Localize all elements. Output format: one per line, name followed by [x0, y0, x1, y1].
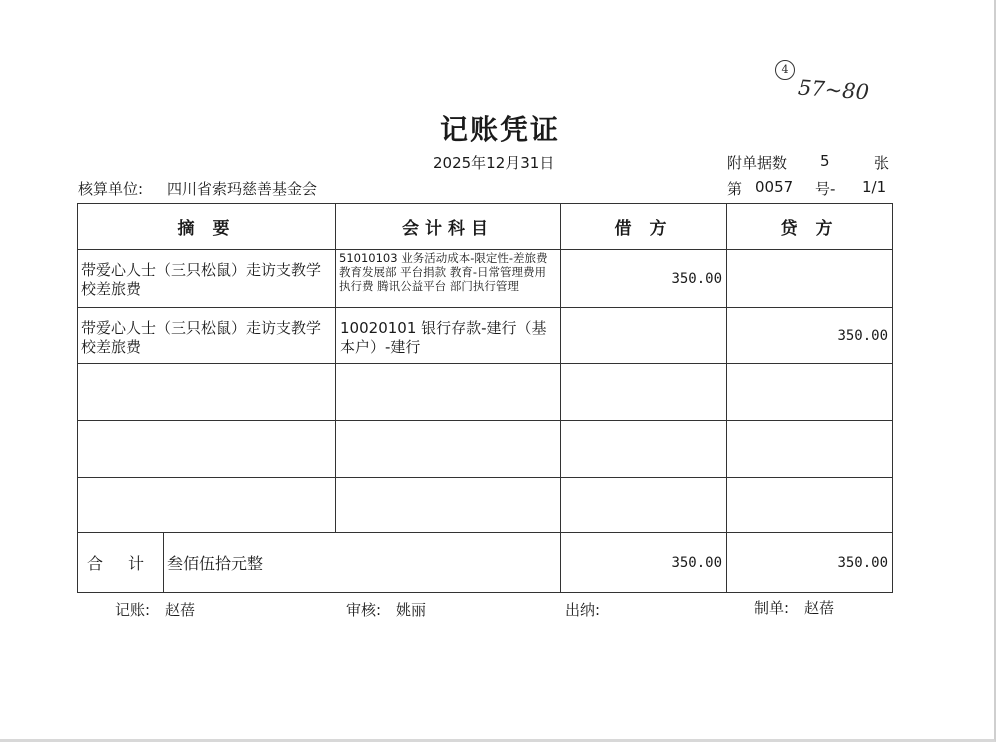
row-account: 51010103 业务活动成本-限定性-差旅费 教育发展部 平台捐款 教育-日常管理费用 执行费 腾讯公益平台 部门执行管理	[336, 250, 561, 308]
cashier-label: 出纳:	[565, 601, 601, 619]
total-label: 合 计	[78, 533, 164, 593]
attachments-label: 附单据数	[727, 154, 788, 172]
total-credit: 350.00	[727, 533, 893, 593]
handwritten-circled-number: 4	[775, 60, 795, 80]
row-account: 10020101 银行存款-建行（基本户）-建行	[336, 308, 561, 364]
voucher-no-number: 0057	[755, 178, 794, 196]
total-row	[78, 533, 893, 593]
handwritten-page-range: 57~80	[797, 75, 870, 105]
header-credit: 贷 方	[727, 204, 893, 250]
header-summary: 摘 要	[78, 204, 336, 250]
table-row	[78, 250, 893, 308]
voucher-no-prefix: 第	[727, 180, 743, 198]
unit-name: 四川省索玛慈善基金会	[167, 180, 318, 198]
table-header-row	[78, 204, 893, 250]
header-account: 会计科目	[336, 204, 561, 250]
preparer-name: 赵蓓	[804, 599, 835, 617]
bookkeeper-name: 赵蓓	[165, 601, 196, 619]
table-row-empty	[78, 364, 893, 421]
reviewer-label: 审核:	[346, 601, 382, 619]
table-row	[78, 308, 893, 364]
unit-label: 核算单位:	[78, 180, 144, 198]
header-debit: 借 方	[561, 204, 727, 250]
row-summary: 带爱心人士（三只松鼠）走访支教学校差旅费	[78, 308, 336, 364]
voucher-no-suffix: 号-	[815, 180, 836, 198]
attachments-count: 5	[820, 152, 830, 170]
row-summary: 带爱心人士（三只松鼠）走访支教学校差旅费	[78, 250, 336, 308]
total-debit: 350.00	[561, 533, 727, 593]
voucher-page: 1/1	[862, 178, 887, 196]
table-row-empty	[78, 421, 893, 478]
row-debit: 350.00	[561, 250, 727, 308]
bookkeeper-label: 记账:	[115, 601, 151, 619]
voucher-date: 2025年12月31日	[433, 154, 555, 172]
total-amount-words: 叁佰伍拾元整	[164, 533, 561, 593]
row-credit: 350.00	[727, 308, 893, 364]
attachments-unit: 张	[874, 154, 890, 172]
row-debit	[561, 308, 727, 364]
voucher-table	[77, 203, 893, 593]
voucher-title: 记账凭证	[439, 113, 560, 146]
table-row-empty	[78, 478, 893, 533]
row-credit	[727, 250, 893, 308]
reviewer-name: 姚丽	[396, 601, 427, 619]
preparer-label: 制单:	[754, 599, 790, 617]
